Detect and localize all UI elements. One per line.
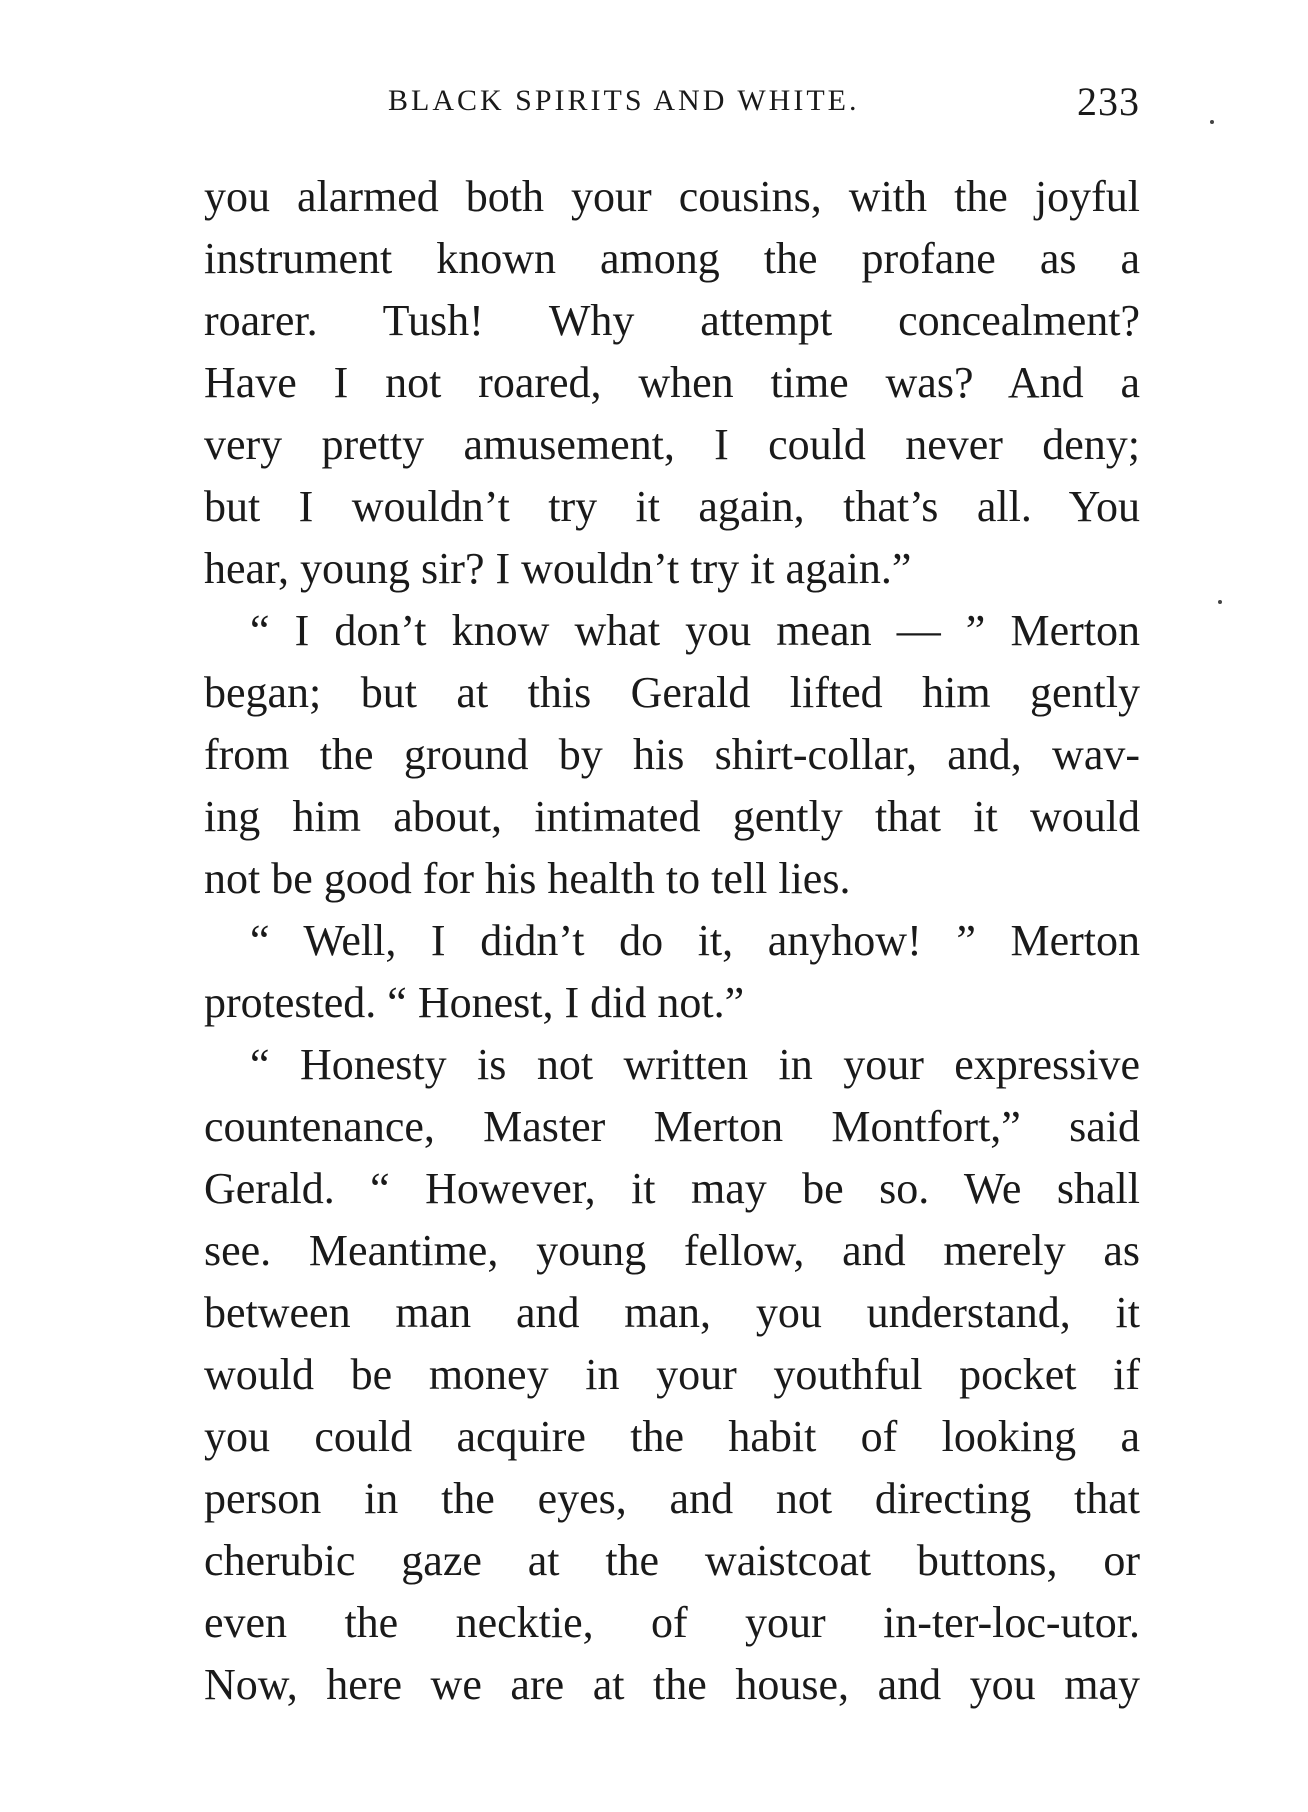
running-title: BLACK SPIRITS AND WHITE. (388, 84, 860, 117)
text-line: very pretty amusement, I could never deny; (204, 420, 1140, 469)
text-line: even the necktie, of your in-ter-loc-utor. (204, 1598, 1140, 1647)
text-line: cherubic gaze at the waistcoat buttons, or (204, 1536, 1140, 1585)
running-head (200, 78, 1140, 126)
body-text (204, 166, 1140, 1716)
text-line: hear, young sir? I wouldn’t try it again.” (204, 544, 912, 593)
text-line: person in the eyes, and not directing that (204, 1474, 1140, 1523)
text-line: see. Meantime, young fellow, and merely as (204, 1226, 1140, 1275)
text-line: from the ground by his shirt-collar, and, wav- (204, 730, 1140, 779)
text-line: “ Honesty is not written in your expressive (250, 1040, 1140, 1089)
page-number: 233 (1077, 79, 1140, 124)
text-line: ing him about, intimated gently that it would (204, 792, 1140, 841)
paper-speck (1218, 600, 1222, 604)
paper-speck (1210, 120, 1214, 124)
text-line: you could acquire the habit of looking a (204, 1412, 1140, 1461)
text-line: protested. “ Honest, I did not.” (204, 978, 745, 1027)
text-line: “ Well, I didn’t do it, anyhow! ” Merton (250, 916, 1140, 965)
text-line: Have I not roared, when time was? And a (204, 358, 1140, 407)
text-line: between man and man, you understand, it (204, 1288, 1140, 1337)
text-line: Now, here we are at the house, and you may (204, 1660, 1140, 1709)
text-line: “ I don’t know what you mean — ” Merton (250, 606, 1140, 655)
text-line: would be money in your youthful pocket if (204, 1350, 1140, 1399)
text-line: began; but at this Gerald lifted him gently (204, 668, 1140, 717)
text-line: you alarmed both your cousins, with the joyful (204, 172, 1140, 221)
text-line: not be good for his health to tell lies. (204, 854, 851, 903)
text-line: roarer. Tush! Why attempt concealment? (204, 296, 1140, 345)
text-line: Gerald. “ However, it may be so. We shall (204, 1164, 1140, 1213)
text-line: but I wouldn’t try it again, that’s all. You (204, 482, 1140, 531)
text-line: instrument known among the profane as a (204, 234, 1140, 283)
text-line: countenance, Master Merton Montfort,” said (204, 1102, 1140, 1151)
